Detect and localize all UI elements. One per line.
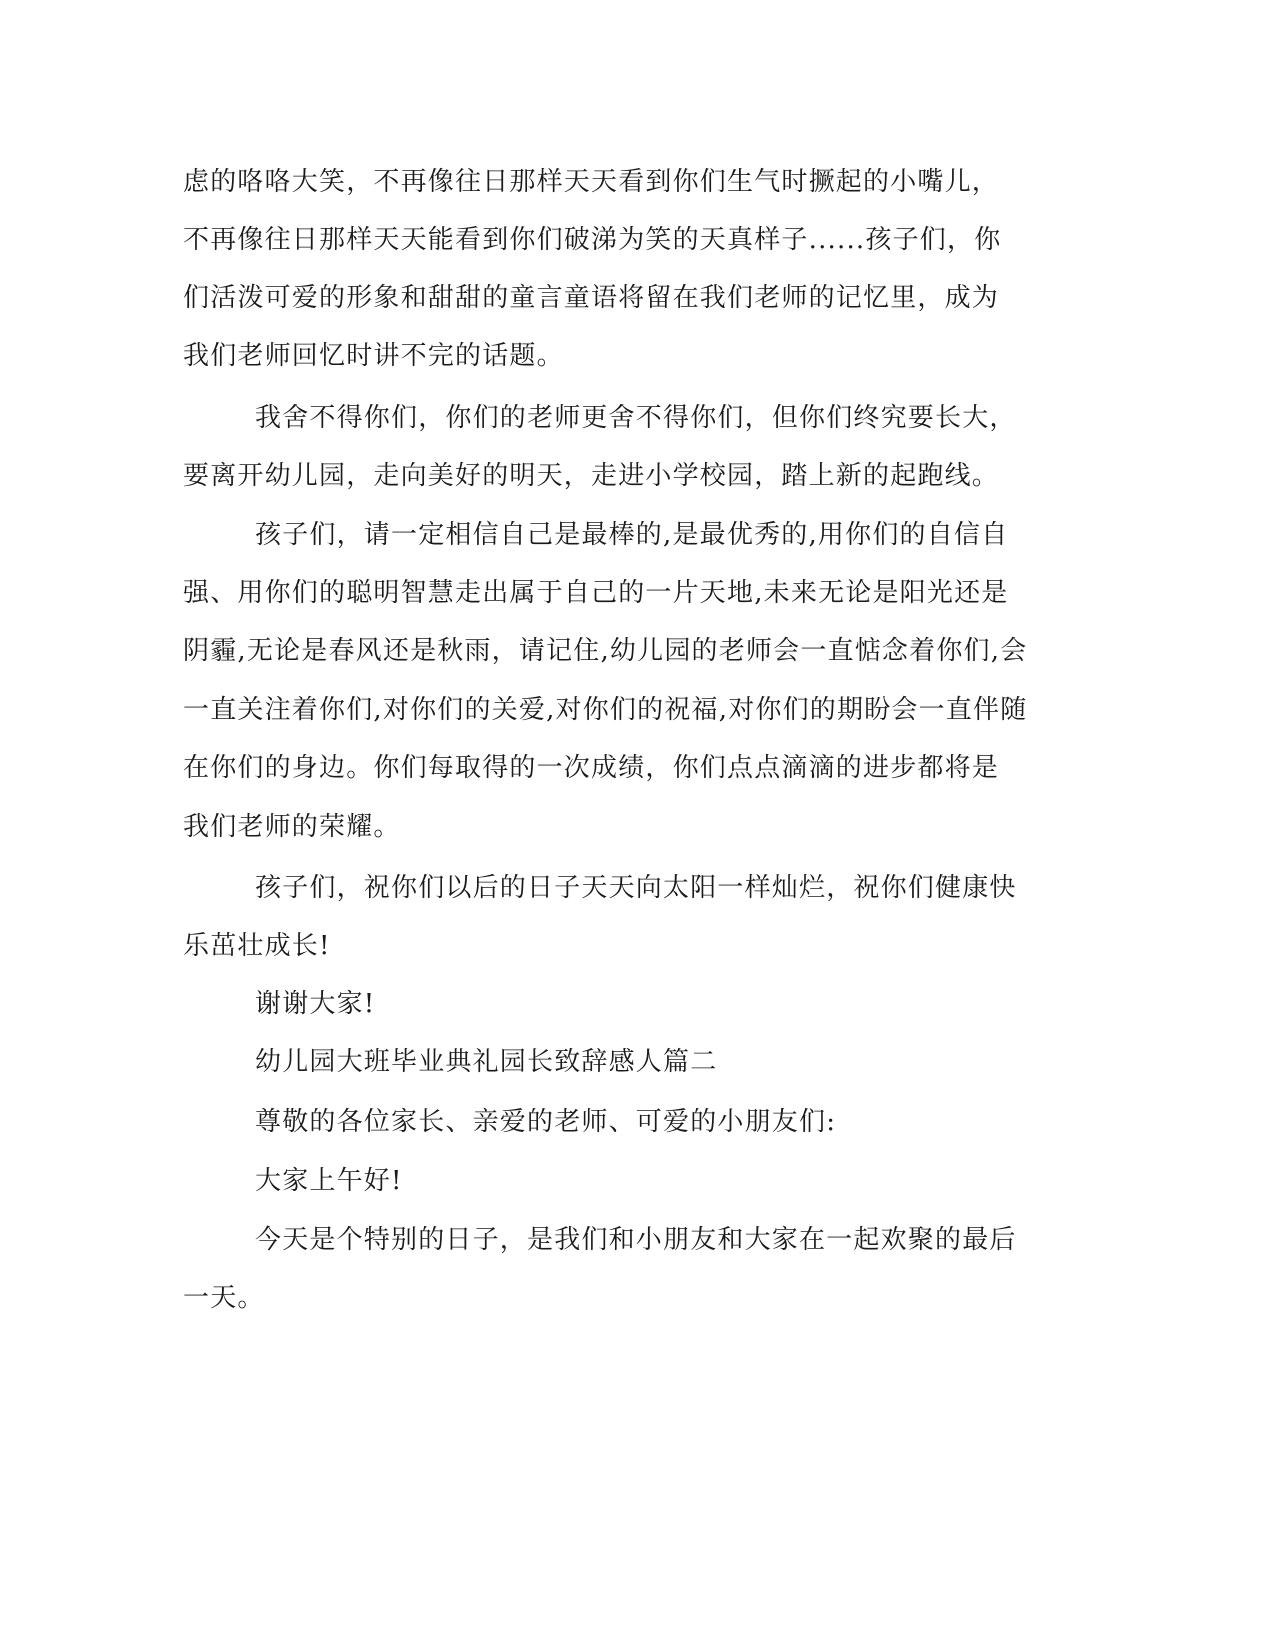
text-line: 虑的咯咯大笑，不再像往日那样天天看到你们生气时撅起的小嘴儿， bbox=[183, 167, 1000, 197]
text-line: 乐茁壮成长! bbox=[183, 931, 331, 961]
text-line: 我舍不得你们，你们的老师更舍不得你们，但你们终究要长大， bbox=[255, 403, 1017, 433]
text-line: 我们老师的荣耀。 bbox=[183, 812, 401, 842]
text-line: 一直关注着你们,对你们的关爱,对你们的祝福,对你们的期盼会一直伴随 bbox=[183, 695, 1028, 725]
text-line: 在你们的身边。你们每取得的一次成绩，你们点点滴滴的进步都将是 bbox=[183, 753, 1000, 783]
text-line: 要离开幼儿园，走向美好的明天，走进小学校园，踏上新的起跑线。 bbox=[183, 461, 1000, 491]
salutation: 尊敬的各位家长、亲爱的老师、可爱的小朋友们: bbox=[255, 1107, 837, 1137]
text-line: 强、用你们的聪明智慧走出属于自己的一片天地,未来无论是阳光还是 bbox=[183, 578, 1009, 608]
text-line: 们活泼可爱的形象和甜甜的童言童语将留在我们老师的记忆里，成为 bbox=[183, 283, 1000, 313]
section-heading: 幼儿园大班毕业典礼园长致辞感人篇二 bbox=[255, 1047, 718, 1077]
text-line: 不再像往日那样天天能看到你们破涕为笑的天真样子......孩子们，你 bbox=[183, 225, 1002, 255]
text-line: 一天。 bbox=[183, 1283, 265, 1313]
text-line: 阴霾,无论是春风还是秋雨，请记住,幼儿园的老师会一直惦念着你们,会 bbox=[183, 636, 1028, 666]
text-line: 孩子们，请一定相信自己是最棒的,是最优秀的,用你们的自信自 bbox=[255, 520, 1009, 550]
greeting: 大家上午好! bbox=[255, 1166, 403, 1196]
text-line: 孩子们，祝你们以后的日子天天向太阳一样灿烂，祝你们健康快 bbox=[255, 873, 1017, 903]
text-line: 我们老师回忆时讲不完的话题。 bbox=[183, 341, 564, 371]
text-line: 今天是个特别的日子，是我们和小朋友和大家在一起欢聚的最后 bbox=[255, 1225, 1017, 1255]
text-line: 谢谢大家! bbox=[255, 989, 376, 1019]
